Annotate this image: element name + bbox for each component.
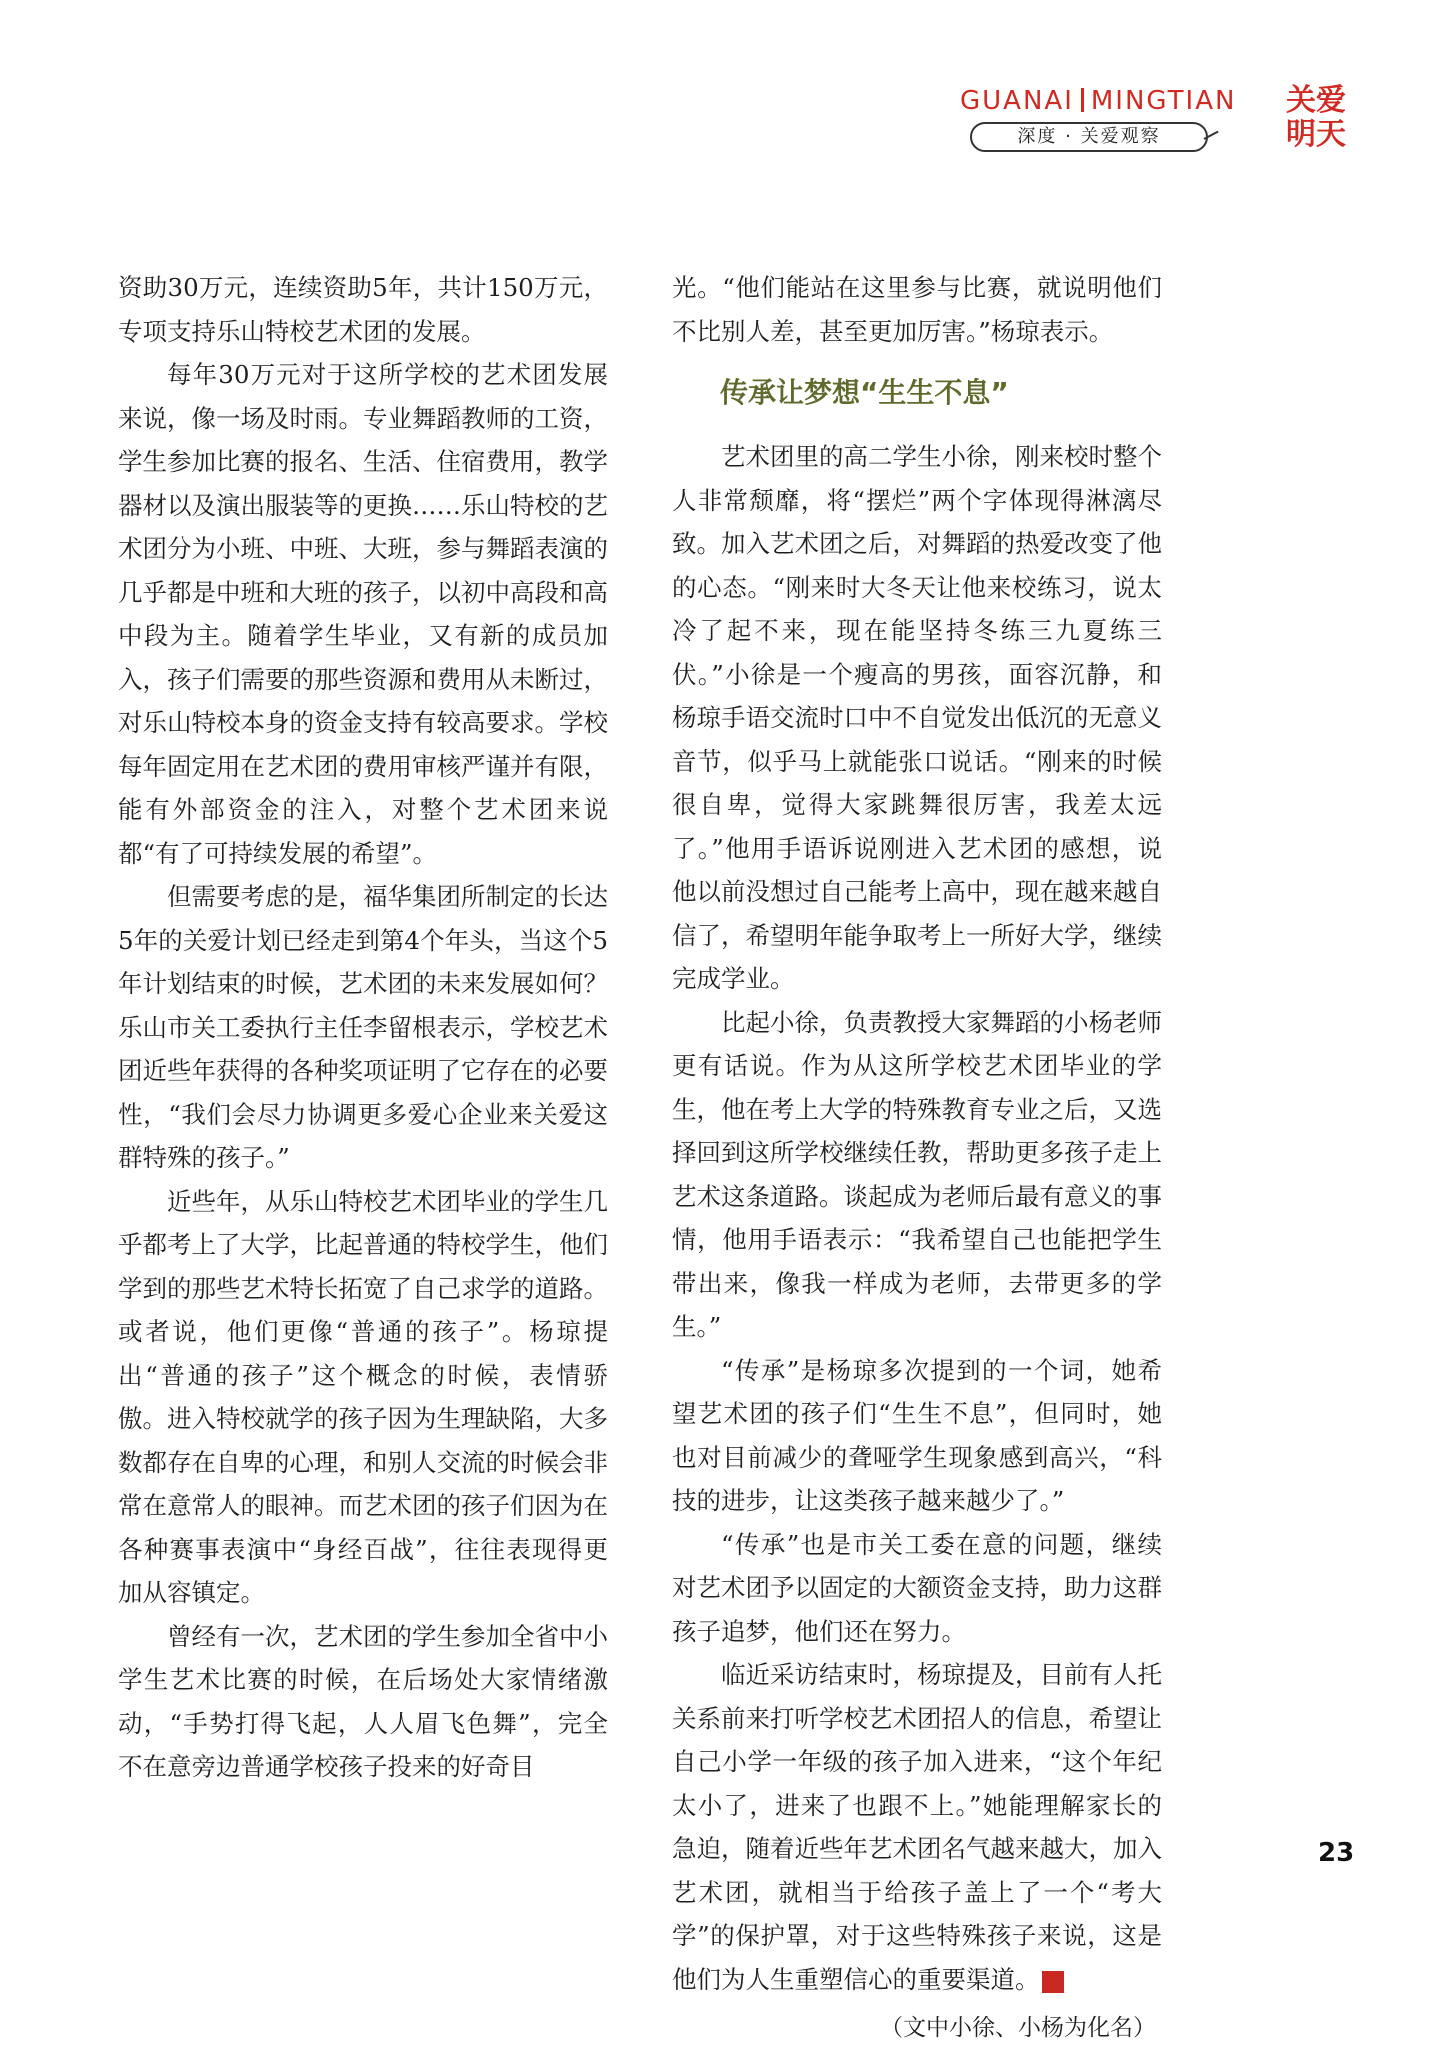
right-column	[672, 266, 1162, 2051]
brand-english-right: MINGTIAN	[1090, 86, 1237, 116]
brand-separator	[1081, 88, 1084, 112]
brand-logo-chinese	[1286, 84, 1348, 152]
paragraph-last	[672, 1653, 1162, 2001]
paragraph: “传承”也是市关工委在意的问题，继续对艺术团予以固定的大额资金支持，助力这群孩子追梦，他们还在努力。	[672, 1529, 1162, 1646]
paragraph: 曾经有一次，艺术团的学生参加全省中小学生艺术比赛的时候，在后场处大家情绪激动，“手势打得飞起，人人眉飞色舞”，完全不在意旁边普通学校孩子投来的好奇目	[118, 1621, 608, 1781]
brand-section-label: 深度 · 关爱观察	[1017, 126, 1161, 147]
brand-logo-line1: 关爱	[1286, 83, 1346, 118]
paragraph: 艺术团里的高二学生小徐，刚来校时整个人非常颓靡，将“摆烂”两个字体现得淋漓尽致。加入艺术团之后，对舞蹈的热爱改变了他的心态。“刚来时大冬天让他来校练习，说太冷了起不来，现在能坚持冬练三九夏练三伏。”小徐是一个瘦高的男孩，面容沉静，和杨琼手语交流时口中不自觉发出低沉的无意义音节，似乎马上就能张口说话。“刚来的时候很自卑，觉得大家跳舞很厉害，我差太远了。”他用手语诉说刚进入艺术团的感想，说他以前没想过自己能考上高中，现在越来越自信了，希望明年能争取考上一所好大学，继续完成学业。	[672, 442, 1162, 993]
page-number: 23	[1318, 1838, 1355, 1868]
brand-english-left: GUANAI	[960, 86, 1074, 116]
paragraph: “传承”是杨琼多次提到的一个词，她希望艺术团的孩子们“生生不息”，但同时，她也对目前减少的聋哑学生现象感到高兴，“科技的进步，让这类孩子越来越少了。”	[672, 1355, 1162, 1515]
section-subheading: 传承让梦想“生生不息”	[720, 376, 1009, 409]
brand-english	[960, 86, 1236, 116]
left-column	[118, 266, 608, 1789]
magazine-header	[960, 84, 1360, 164]
paragraph-continuation: 光。“他们能站在这里参与比赛，就说明他们不比别人差，甚至更加厉害。”杨琼表示。	[672, 273, 1162, 346]
brand-logo-line2: 明天	[1286, 117, 1346, 152]
paragraph: 但需要考虑的是，福华集团所制定的长达5年的关爱计划已经走到第4个年头，当这个5年计划结束的时候，艺术团的未来发展如何？乐山市关工委执行主任李留根表示，学校艺术团近些年获得的各种奖项证明了它存在的必要性，“我们会尽力协调更多爱心企业来关爱这群特殊的孩子。”	[118, 882, 608, 1172]
pseudonym-note: （文中小徐、小杨为化名）	[880, 2015, 1156, 2041]
last-paragraph-text: 临近采访结束时，杨琼提及，目前有人托关系前来打听学校艺术团招人的信息，希望让自己小学一年级的孩子加入进来，“这个年纪太小了，进来了也跟不上。”她能理解家长的急迫，随着近些年艺术团名气越来越大，加入艺术团，就相当于给孩子盖上了一个“考大学”的保护罩，对于这些特殊孩子来说，这是他们为人生重塑信心的重要渠道。	[672, 1660, 1162, 1994]
paragraph: 每年30万元对于这所学校的艺术团发展来说，像一场及时雨。专业舞蹈教师的工资，学生参加比赛的报名、生活、住宿费用，教学器材以及演出服装等的更换……乐山特校的艺术团分为小班、中班、大班，参与舞蹈表演的几乎都是中班和大班的孩子，以初中高段和高中段为主。随着学生毕业，又有新的成员加入，孩子们需要的那些资源和费用从未断过，对乐山特校本身的资金支持有较高要求。学校每年固定用在艺术团的费用审核严谨并有限，能有外部资金的注入，对整个艺术团来说都“有了可持续发展的希望”。	[118, 360, 608, 868]
paragraph: 资助30万元，连续资助5年，共计150万元，专项支持乐山特校艺术团的发展。	[118, 273, 608, 346]
paragraph: 近些年，从乐山特校艺术团毕业的学生几乎都考上了大学，比起普通的特校学生，他们学到的那些艺术特长拓宽了自己求学的道路。或者说，他们更像“普通的孩子”。杨琼提出“普通的孩子”这个概念的时候，表情骄傲。进入特校就学的孩子因为生理缺陷，大多数都存在自卑的心理，和别人交流的时候会非常在意常人的眼神。而艺术团的孩子们因为在各种赛事表演中“身经百战”，往往表现得更加从容镇定。	[118, 1186, 608, 1607]
end-mark-icon: 天	[1042, 1971, 1064, 1993]
paragraph: 比起小徐，负责教授大家舞蹈的小杨老师更有话说。作为从这所学校艺术团毕业的学生，他在考上大学的特殊教育专业之后，又选择回到这所学校继续任教，帮助更多孩子走上艺术这条道路。谈起成为老师后最有意义的事情，他用手语表示：“我希望自己也能把学生带出来，像我一样成为老师，去带更多的学生。”	[672, 1007, 1162, 1341]
brand-speech-bubble	[970, 122, 1208, 152]
